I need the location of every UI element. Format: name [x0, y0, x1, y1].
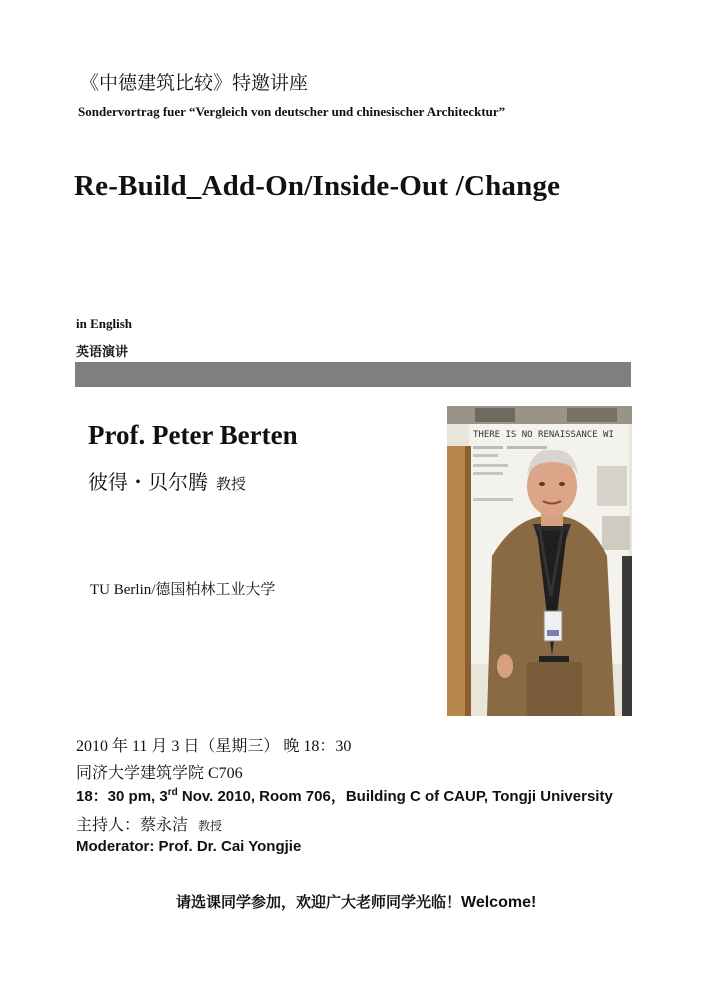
divider-bar: [75, 362, 631, 387]
speaker-photo: [447, 406, 632, 716]
event-venue-cn: 同济大学建筑学院 C706: [76, 765, 243, 782]
event-details-en-a: 18：30 pm, 3: [76, 788, 168, 805]
welcome-cn: 请选课同学参加，欢迎广大老师同学光临！: [176, 893, 462, 911]
host-cn-text: 主持人：蔡永洁: [76, 815, 189, 834]
event-details-en-sup: rd: [167, 787, 178, 798]
speaker-affiliation: TU Berlin/德国柏林工业大学: [90, 582, 276, 598]
series-title-de: Sondervortrag fuer “Vergleich von deutscher und chinesischer Architecktur”: [78, 104, 506, 119]
event-details-en-b: Nov. 2010, Room 706，Building C of CAUP, Tongji University: [177, 788, 613, 805]
photo-sign-text: THERE IS NO RENAISSANCE WI: [473, 430, 614, 440]
series-title-cn: 《中德建筑比较》特邀讲座: [80, 72, 309, 94]
moderator-en: Moderator: Prof. Dr. Cai Yongjie: [76, 838, 302, 855]
speaker-name-cn-text: 彼得・贝尔腾: [88, 470, 208, 494]
language-en: in English: [76, 316, 133, 331]
event-details-en: [76, 785, 613, 806]
speaker-name: Prof. Peter Berten: [88, 420, 298, 450]
speaker-name-cn: [88, 466, 246, 495]
welcome-en: Welcome!: [461, 894, 537, 911]
lecture-title: Re-Build_Add-On/Inside-Out /Change: [74, 170, 561, 202]
event-date-cn: 2010 年 11 月 3 日（星期三） 晚 18：30: [76, 738, 352, 755]
host-title-cn: 教授: [198, 819, 223, 833]
welcome-line: [176, 891, 536, 912]
speaker-title-cn: 教授: [216, 475, 247, 493]
host-cn: [76, 812, 222, 835]
language-cn: 英语演讲: [76, 345, 129, 360]
